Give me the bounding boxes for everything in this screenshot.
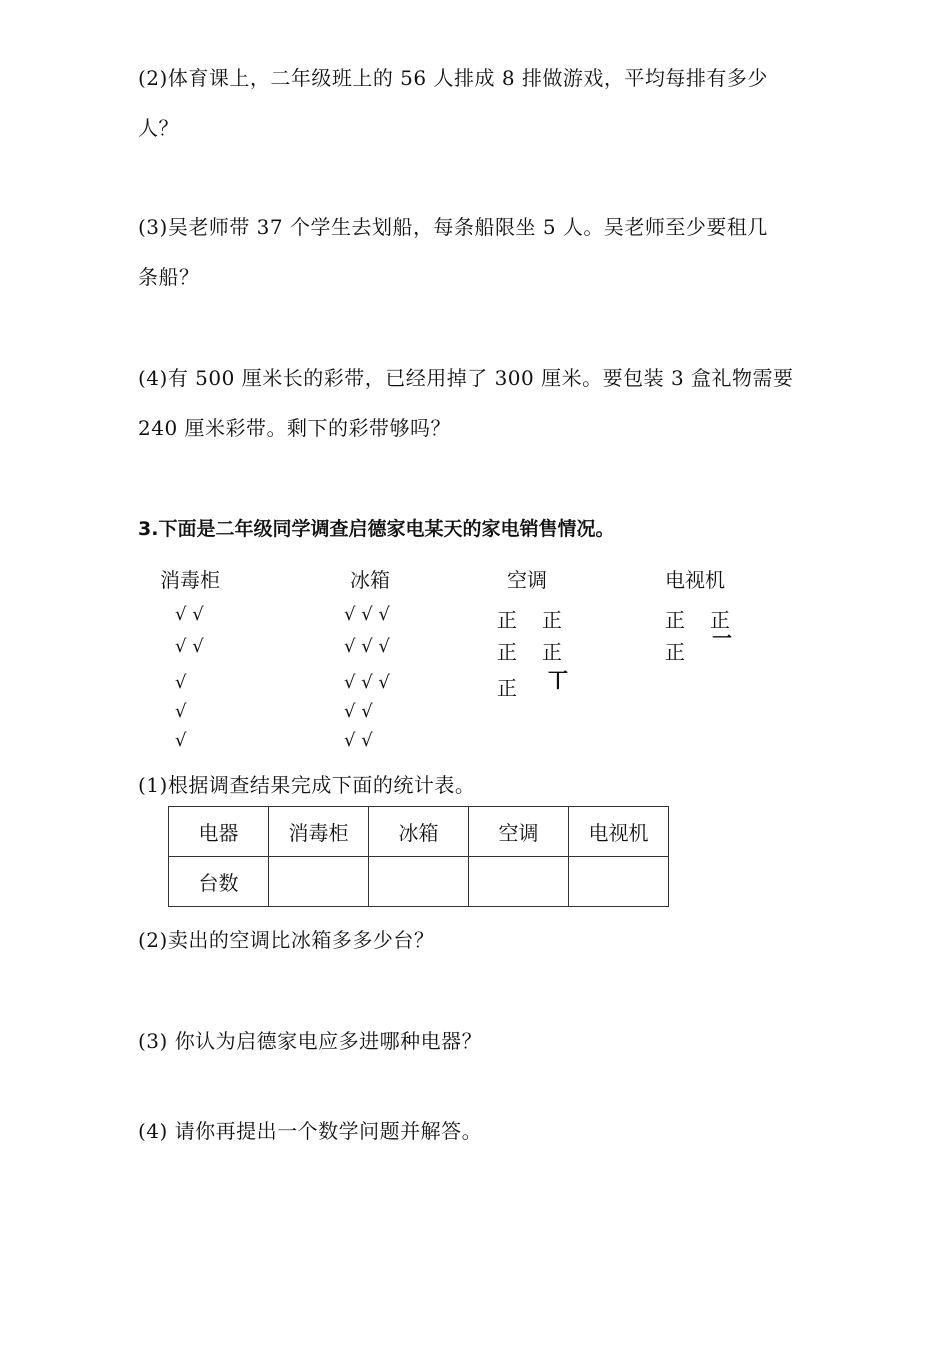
tally-header-aircon: 空调 — [507, 568, 547, 592]
tally-check-row: √ √ — [344, 730, 373, 751]
table-answer-cell[interactable] — [569, 857, 669, 907]
question-3-1: (1)根据调查结果完成下面的统计表。 — [138, 773, 476, 797]
table-row — [169, 857, 669, 907]
table-header-row — [169, 807, 669, 857]
question-3-3: (3) 你认为启德家电应多进哪种电器？ — [138, 1029, 483, 1053]
tally-zheng: 正 — [497, 676, 517, 700]
tally-zheng: 正 — [497, 640, 517, 664]
table-header-cell: 消毒柜 — [269, 807, 369, 857]
tally-zheng: 正 — [665, 608, 685, 632]
table-header-cell: 电视机 — [569, 807, 669, 857]
tally-zheng: 正 — [542, 608, 562, 632]
table-answer-cell[interactable] — [469, 857, 569, 907]
tally-check-row: √ √ — [344, 701, 373, 722]
table-header-cell: 空调 — [469, 807, 569, 857]
tally-check-row: √ √ — [175, 604, 204, 625]
tally-check-row: √ — [175, 672, 187, 693]
question-2-line1: (2)体育课上，二年级班上的 56 人排成 8 排做游戏，平均每排有多少 — [138, 66, 768, 90]
section-3-title: 3.下面是二年级同学调查启德家电某天的家电销售情况。 — [138, 518, 615, 540]
question-4-line2: 240 厘米彩带。剩下的彩带够吗？ — [138, 416, 452, 440]
question-3-2: (2)卖出的空调比冰箱多多少台？ — [138, 928, 435, 952]
table-answer-cell[interactable] — [369, 857, 469, 907]
question-3-4: (4) 请你再提出一个数学问题并解答。 — [138, 1119, 483, 1143]
table-row-label: 台数 — [169, 857, 269, 907]
tally-check-row: √ — [175, 730, 187, 751]
table-header-cell: 冰箱 — [369, 807, 469, 857]
tally-header-tv: 电视机 — [665, 568, 725, 592]
question-3-line2: 条船？ — [138, 265, 200, 289]
question-3-line1: (3)吴老师带 37 个学生去划船，每条船限坐 5 人。吴老师至少要租几 — [138, 215, 768, 239]
tally-check-row: √ — [175, 701, 187, 722]
tally-check-row: √ √ — [175, 636, 204, 657]
tally-header-fridge: 冰箱 — [350, 568, 390, 592]
question-4-line1: (4)有 500 厘米长的彩带，已经用掉了 300 厘米。要包装 3 盒礼物需要 — [138, 366, 794, 390]
tally-check-row: √ √ √ — [344, 636, 390, 657]
tally-zheng: 正 — [497, 608, 517, 632]
tally-zheng: 正 — [710, 608, 730, 632]
table-header-cell: 电器 — [169, 807, 269, 857]
tally-zheng: 正 — [542, 640, 562, 664]
tally-check-row: √ √ √ — [344, 604, 390, 625]
statistics-table — [168, 806, 669, 907]
tally-zheng: 正 — [665, 640, 685, 664]
tally-partial: 一 — [712, 626, 732, 650]
tally-header-disinfection-cabinet: 消毒柜 — [160, 568, 220, 592]
table-answer-cell[interactable] — [269, 857, 369, 907]
question-2-line2: 人？ — [138, 116, 179, 140]
tally-partial: 丅 — [548, 668, 568, 692]
tally-check-row: √ √ √ — [344, 672, 390, 693]
